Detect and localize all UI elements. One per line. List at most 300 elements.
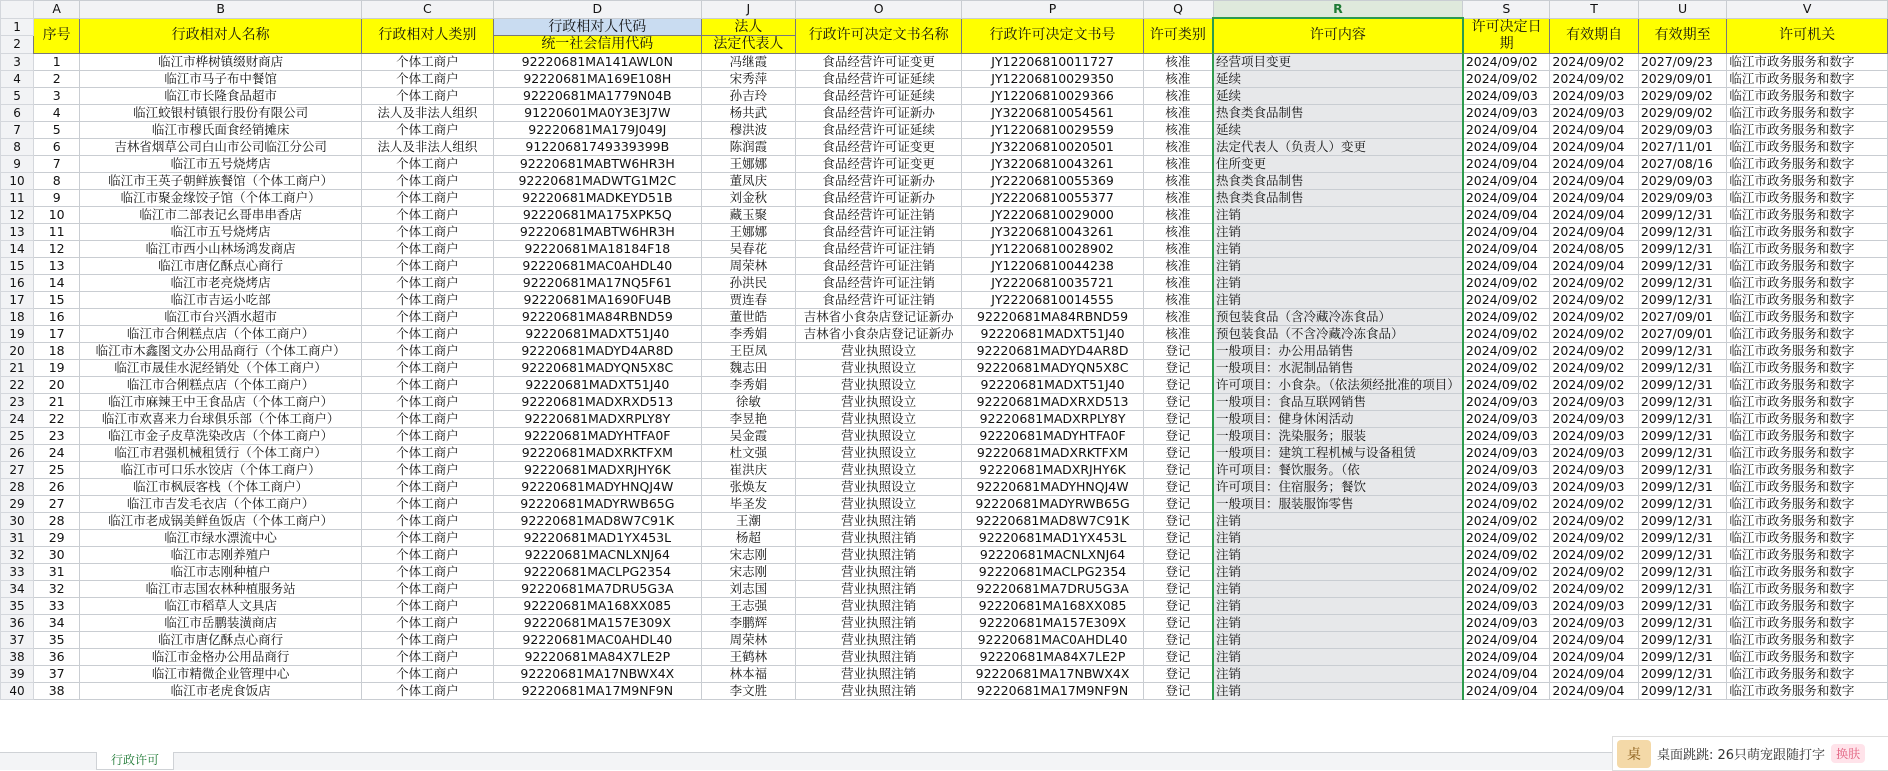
code-cell[interactable]: 92220681MABTW6HR3H — [493, 223, 701, 240]
doc-name-cell[interactable]: 食品经营许可证延续 — [795, 121, 961, 138]
authority-cell[interactable]: 临江市政务服务和数字 — [1727, 427, 1888, 444]
valid-from-cell[interactable]: 2024/09/03 — [1550, 614, 1638, 631]
doc-no-cell[interactable]: 92220681MADXT51J40 — [962, 325, 1143, 342]
name-cell[interactable]: 临江市聚金缘饺子馆（个体工商户） — [80, 189, 362, 206]
code-cell[interactable]: 92220681MADYHNQJ4W — [493, 478, 701, 495]
valid-from-cell[interactable]: 2024/09/03 — [1550, 87, 1638, 104]
seq-cell[interactable]: 28 — [34, 512, 80, 529]
valid-from-cell[interactable]: 2024/09/04 — [1550, 155, 1638, 172]
code-cell[interactable]: 92220681MA169E108H — [493, 70, 701, 87]
content-cell[interactable]: 注销 — [1213, 563, 1463, 580]
code-cell[interactable]: 92220681MA157E309X — [493, 614, 701, 631]
valid-to-cell[interactable]: 2029/09/03 — [1638, 172, 1726, 189]
legal-cell[interactable]: 李秀娟 — [701, 325, 795, 342]
column-header-o[interactable]: O — [795, 1, 961, 19]
row-number[interactable]: 18 — [1, 308, 34, 325]
doc-name-cell[interactable]: 营业执照注销 — [795, 648, 961, 665]
row-number[interactable]: 1 — [1, 18, 34, 36]
category-cell[interactable]: 个体工商户 — [362, 546, 494, 563]
legal-cell[interactable]: 李鹏辉 — [701, 614, 795, 631]
decision-date-cell[interactable]: 2024/09/03 — [1463, 478, 1550, 495]
valid-from-cell[interactable]: 2024/09/04 — [1550, 631, 1638, 648]
legal-cell[interactable]: 毕圣发 — [701, 495, 795, 512]
code-cell[interactable]: 92220681MAD8W7C91K — [493, 512, 701, 529]
name-cell[interactable]: 临江市吉运小吃部 — [80, 291, 362, 308]
seq-cell[interactable]: 36 — [34, 648, 80, 665]
doc-name-cell[interactable]: 营业执照注销 — [795, 580, 961, 597]
decision-date-cell[interactable]: 2024/09/03 — [1463, 104, 1550, 121]
doc-name-cell[interactable]: 食品经营许可证新办 — [795, 172, 961, 189]
row-number[interactable]: 27 — [1, 461, 34, 478]
content-cell[interactable]: 注销 — [1213, 665, 1463, 682]
code-cell[interactable]: 92220681MADYRWB65G — [493, 495, 701, 512]
permit-type-cell[interactable]: 核准 — [1143, 223, 1213, 240]
skin-button[interactable]: 换肤 — [1831, 744, 1865, 763]
authority-cell[interactable]: 临江市政务服务和数字 — [1727, 325, 1888, 342]
category-cell[interactable]: 个体工商户 — [362, 512, 494, 529]
code-cell[interactable]: 92220681MADXRPLY8Y — [493, 410, 701, 427]
name-cell[interactable]: 临江市台兴酒水超市 — [80, 308, 362, 325]
legal-cell[interactable]: 宋志刚 — [701, 546, 795, 563]
valid-from-cell[interactable]: 2024/09/03 — [1550, 427, 1638, 444]
name-cell[interactable]: 临江市枫辰客栈（个体工商户） — [80, 478, 362, 495]
code-cell[interactable]: 92220681MA18184F18 — [493, 240, 701, 257]
doc-name-cell[interactable]: 营业执照设立 — [795, 478, 961, 495]
doc-no-cell[interactable]: JY22206810055377 — [962, 189, 1143, 206]
decision-date-cell[interactable]: 2024/09/02 — [1463, 376, 1550, 393]
seq-cell[interactable]: 19 — [34, 359, 80, 376]
doc-no-cell[interactable]: 92220681MA168XX085 — [962, 597, 1143, 614]
valid-from-cell[interactable]: 2024/09/02 — [1550, 563, 1638, 580]
valid-to-cell[interactable]: 2099/12/31 — [1638, 546, 1726, 563]
code-cell[interactable]: 92220681MADYHTFA0F — [493, 427, 701, 444]
valid-from-cell[interactable]: 2024/09/02 — [1550, 70, 1638, 87]
seq-cell[interactable]: 24 — [34, 444, 80, 461]
row-number[interactable]: 34 — [1, 580, 34, 597]
column-header-d[interactable]: D — [493, 1, 701, 19]
category-cell[interactable]: 个体工商户 — [362, 597, 494, 614]
seq-cell[interactable]: 4 — [34, 104, 80, 121]
code-cell[interactable]: 92220681MADYD4AR8D — [493, 342, 701, 359]
decision-date-cell[interactable]: 2024/09/02 — [1463, 70, 1550, 87]
doc-name-cell[interactable]: 食品经营许可证注销 — [795, 223, 961, 240]
content-cell[interactable]: 一般项目：洗染服务；服装 — [1213, 427, 1463, 444]
legal-cell[interactable]: 贾连春 — [701, 291, 795, 308]
content-cell[interactable]: 许可项目：小食杂。（依法须经批准的项目） — [1213, 376, 1463, 393]
legal-cell[interactable]: 董凤庆 — [701, 172, 795, 189]
valid-from-cell[interactable]: 2024/09/03 — [1550, 393, 1638, 410]
decision-date-cell[interactable]: 2024/09/02 — [1463, 546, 1550, 563]
row-number[interactable]: 32 — [1, 546, 34, 563]
decision-date-cell[interactable]: 2024/09/04 — [1463, 240, 1550, 257]
column-header-r[interactable]: R — [1213, 1, 1463, 19]
row-number[interactable]: 23 — [1, 393, 34, 410]
header-doc-no[interactable]: 行政许可决定文书号 — [962, 18, 1143, 53]
valid-from-cell[interactable]: 2024/09/04 — [1550, 189, 1638, 206]
name-cell[interactable]: 临江市欢喜来力台球俱乐部（个体工商户） — [80, 410, 362, 427]
category-cell[interactable]: 个体工商户 — [362, 206, 494, 223]
authority-cell[interactable]: 临江市政务服务和数字 — [1727, 274, 1888, 291]
seq-cell[interactable]: 9 — [34, 189, 80, 206]
row-number[interactable]: 3 — [1, 53, 34, 70]
decision-date-cell[interactable]: 2024/09/02 — [1463, 563, 1550, 580]
doc-name-cell[interactable]: 食品经营许可证注销 — [795, 206, 961, 223]
category-cell[interactable]: 个体工商户 — [362, 444, 494, 461]
valid-from-cell[interactable]: 2024/09/03 — [1550, 597, 1638, 614]
code-cell[interactable]: 92220681MAC0AHDL40 — [493, 257, 701, 274]
code-cell[interactable]: 92220681MA141AWL0N — [493, 53, 701, 70]
valid-to-cell[interactable]: 2099/12/31 — [1638, 580, 1726, 597]
valid-from-cell[interactable]: 2024/09/02 — [1550, 325, 1638, 342]
valid-to-cell[interactable]: 2099/12/31 — [1638, 478, 1726, 495]
name-cell[interactable]: 临江市金子皮草洗染改店（个体工商户） — [80, 427, 362, 444]
authority-cell[interactable]: 临江市政务服务和数字 — [1727, 104, 1888, 121]
permit-type-cell[interactable]: 核准 — [1143, 70, 1213, 87]
valid-from-cell[interactable]: 2024/09/03 — [1550, 444, 1638, 461]
row-number[interactable]: 22 — [1, 376, 34, 393]
valid-to-cell[interactable]: 2099/12/31 — [1638, 665, 1726, 682]
doc-name-cell[interactable]: 食品经营许可证延续 — [795, 87, 961, 104]
authority-cell[interactable]: 临江市政务服务和数字 — [1727, 580, 1888, 597]
seq-cell[interactable]: 18 — [34, 342, 80, 359]
seq-cell[interactable]: 34 — [34, 614, 80, 631]
legal-cell[interactable]: 徐敏 — [701, 393, 795, 410]
legal-cell[interactable]: 藏玉聚 — [701, 206, 795, 223]
permit-type-cell[interactable]: 核准 — [1143, 87, 1213, 104]
authority-cell[interactable]: 临江市政务服务和数字 — [1727, 665, 1888, 682]
header-content[interactable]: 许可内容 — [1213, 18, 1463, 53]
authority-cell[interactable]: 临江市政务服务和数字 — [1727, 529, 1888, 546]
content-cell[interactable]: 注销 — [1213, 206, 1463, 223]
code-cell[interactable]: 92220681MAD1YX453L — [493, 529, 701, 546]
category-cell[interactable]: 个体工商户 — [362, 87, 494, 104]
content-cell[interactable]: 预包装食品（含冷藏冷冻食品） — [1213, 308, 1463, 325]
decision-date-cell[interactable]: 2024/09/04 — [1463, 631, 1550, 648]
permit-type-cell[interactable]: 核准 — [1143, 308, 1213, 325]
code-cell[interactable]: 92220681MADXRXD513 — [493, 393, 701, 410]
row-number[interactable]: 9 — [1, 155, 34, 172]
category-cell[interactable]: 个体工商户 — [362, 359, 494, 376]
content-cell[interactable]: 注销 — [1213, 512, 1463, 529]
legal-cell[interactable]: 吴金霞 — [701, 427, 795, 444]
seq-cell[interactable]: 37 — [34, 665, 80, 682]
doc-name-cell[interactable]: 营业执照注销 — [795, 682, 961, 699]
decision-date-cell[interactable]: 2024/09/04 — [1463, 172, 1550, 189]
valid-to-cell[interactable]: 2099/12/31 — [1638, 529, 1726, 546]
permit-type-cell[interactable]: 核准 — [1143, 257, 1213, 274]
doc-name-cell[interactable]: 食品经营许可证延续 — [795, 70, 961, 87]
doc-no-cell[interactable]: 92220681MADYRWB65G — [962, 495, 1143, 512]
content-cell[interactable]: 注销 — [1213, 240, 1463, 257]
name-cell[interactable]: 临江市吉发毛衣店（个体工商户） — [80, 495, 362, 512]
decision-date-cell[interactable]: 2024/09/04 — [1463, 155, 1550, 172]
valid-from-cell[interactable]: 2024/09/04 — [1550, 138, 1638, 155]
permit-type-cell[interactable]: 登记 — [1143, 597, 1213, 614]
category-cell[interactable]: 个体工商户 — [362, 614, 494, 631]
legal-cell[interactable]: 孙吉玲 — [701, 87, 795, 104]
code-cell[interactable]: 92220681MABTW6HR3H — [493, 155, 701, 172]
valid-from-cell[interactable]: 2024/09/02 — [1550, 342, 1638, 359]
column-header-j[interactable]: J — [701, 1, 795, 19]
valid-from-cell[interactable]: 2024/09/02 — [1550, 580, 1638, 597]
doc-no-cell[interactable]: JY12206810011727 — [962, 53, 1143, 70]
category-cell[interactable]: 个体工商户 — [362, 53, 494, 70]
name-cell[interactable]: 临江市马子布中餐馆 — [80, 70, 362, 87]
decision-date-cell[interactable]: 2024/09/04 — [1463, 682, 1550, 699]
doc-name-cell[interactable]: 食品经营许可证变更 — [795, 138, 961, 155]
doc-name-cell[interactable]: 食品经营许可证变更 — [795, 53, 961, 70]
authority-cell[interactable]: 临江市政务服务和数字 — [1727, 512, 1888, 529]
row-number[interactable]: 4 — [1, 70, 34, 87]
doc-name-cell[interactable]: 营业执照设立 — [795, 393, 961, 410]
name-cell[interactable]: 临江市君强机械租赁行（个体工商户） — [80, 444, 362, 461]
valid-from-cell[interactable]: 2024/09/04 — [1550, 257, 1638, 274]
category-cell[interactable]: 个体工商户 — [362, 70, 494, 87]
doc-no-cell[interactable]: 92220681MA7DRU5G3A — [962, 580, 1143, 597]
header-name[interactable]: 行政相对人名称 — [80, 18, 362, 53]
row-number[interactable]: 25 — [1, 427, 34, 444]
permit-type-cell[interactable]: 登记 — [1143, 410, 1213, 427]
content-cell[interactable]: 一般项目：服装服饰零售 — [1213, 495, 1463, 512]
decision-date-cell[interactable]: 2024/09/02 — [1463, 512, 1550, 529]
row-number[interactable]: 30 — [1, 512, 34, 529]
permit-type-cell[interactable]: 核准 — [1143, 172, 1213, 189]
doc-no-cell[interactable]: JY32206810020501 — [962, 138, 1143, 155]
category-cell[interactable]: 个体工商户 — [362, 376, 494, 393]
valid-from-cell[interactable]: 2024/09/04 — [1550, 121, 1638, 138]
doc-no-cell[interactable]: 92220681MA157E309X — [962, 614, 1143, 631]
authority-cell[interactable]: 临江市政务服务和数字 — [1727, 359, 1888, 376]
category-cell[interactable]: 法人及非法人组织 — [362, 138, 494, 155]
row-number[interactable]: 33 — [1, 563, 34, 580]
content-cell[interactable]: 一般项目：建筑工程机械与设备租赁 — [1213, 444, 1463, 461]
valid-to-cell[interactable]: 2027/09/01 — [1638, 308, 1726, 325]
row-number[interactable]: 5 — [1, 87, 34, 104]
row-number[interactable]: 17 — [1, 291, 34, 308]
name-cell[interactable]: 临江市志刚种植户 — [80, 563, 362, 580]
authority-cell[interactable]: 临江市政务服务和数字 — [1727, 223, 1888, 240]
category-cell[interactable]: 个体工商户 — [362, 580, 494, 597]
column-header-s[interactable]: S — [1463, 1, 1550, 19]
content-cell[interactable]: 预包装食品（不含冷藏冷冻食品） — [1213, 325, 1463, 342]
content-cell[interactable]: 延续 — [1213, 70, 1463, 87]
authority-cell[interactable]: 临江市政务服务和数字 — [1727, 597, 1888, 614]
content-cell[interactable]: 经营项目变更 — [1213, 53, 1463, 70]
doc-no-cell[interactable]: JY12206810028902 — [962, 240, 1143, 257]
code-cell[interactable]: 92220681MA84RBND59 — [493, 308, 701, 325]
row-number[interactable]: 13 — [1, 223, 34, 240]
doc-name-cell[interactable]: 营业执照注销 — [795, 529, 961, 546]
category-cell[interactable]: 个体工商户 — [362, 495, 494, 512]
code-cell[interactable]: 92220681MA17M9NF9N — [493, 682, 701, 699]
content-cell[interactable]: 注销 — [1213, 223, 1463, 240]
valid-from-cell[interactable]: 2024/09/03 — [1550, 461, 1638, 478]
authority-cell[interactable]: 临江市政务服务和数字 — [1727, 478, 1888, 495]
row-number[interactable]: 24 — [1, 410, 34, 427]
doc-name-cell[interactable]: 营业执照设立 — [795, 410, 961, 427]
content-cell[interactable]: 注销 — [1213, 546, 1463, 563]
doc-no-cell[interactable]: 92220681MADYD4AR8D — [962, 342, 1143, 359]
legal-cell[interactable]: 宋秀萍 — [701, 70, 795, 87]
valid-from-cell[interactable]: 2024/09/02 — [1550, 359, 1638, 376]
code-cell[interactable]: 92220681MA84X7LE2P — [493, 648, 701, 665]
authority-cell[interactable]: 临江市政务服务和数字 — [1727, 53, 1888, 70]
decision-date-cell[interactable]: 2024/09/02 — [1463, 495, 1550, 512]
seq-cell[interactable]: 32 — [34, 580, 80, 597]
seq-cell[interactable]: 3 — [34, 87, 80, 104]
valid-from-cell[interactable]: 2024/08/05 — [1550, 240, 1638, 257]
code-cell[interactable]: 92220681MA168XX085 — [493, 597, 701, 614]
permit-type-cell[interactable]: 核准 — [1143, 189, 1213, 206]
seq-cell[interactable]: 22 — [34, 410, 80, 427]
doc-name-cell[interactable]: 营业执照注销 — [795, 597, 961, 614]
seq-cell[interactable]: 27 — [34, 495, 80, 512]
legal-cell[interactable]: 陈润霞 — [701, 138, 795, 155]
column-header-v[interactable]: V — [1727, 1, 1888, 19]
legal-cell[interactable]: 穆洪波 — [701, 121, 795, 138]
name-cell[interactable]: 临江市长隆食品超市 — [80, 87, 362, 104]
valid-to-cell[interactable]: 2099/12/31 — [1638, 444, 1726, 461]
permit-type-cell[interactable]: 核准 — [1143, 274, 1213, 291]
code-cell[interactable]: 92220681MADWTG1M2C — [493, 172, 701, 189]
row-number[interactable]: 39 — [1, 665, 34, 682]
category-cell[interactable]: 个体工商户 — [362, 393, 494, 410]
authority-cell[interactable]: 临江市政务服务和数字 — [1727, 546, 1888, 563]
category-cell[interactable]: 个体工商户 — [362, 563, 494, 580]
valid-from-cell[interactable]: 2024/09/04 — [1550, 682, 1638, 699]
decision-date-cell[interactable]: 2024/09/04 — [1463, 257, 1550, 274]
name-cell[interactable]: 临江市老虎食饭店 — [80, 682, 362, 699]
permit-type-cell[interactable]: 登记 — [1143, 512, 1213, 529]
column-header-u[interactable]: U — [1638, 1, 1726, 19]
seq-cell[interactable]: 29 — [34, 529, 80, 546]
code-cell[interactable]: 92220681MA1690FU4B — [493, 291, 701, 308]
doc-name-cell[interactable]: 营业执照设立 — [795, 444, 961, 461]
header-decision-date[interactable]: 许可决定日期 — [1463, 18, 1550, 53]
valid-from-cell[interactable]: 2024/09/03 — [1550, 410, 1638, 427]
doc-no-cell[interactable]: JY12206810044238 — [962, 257, 1143, 274]
legal-cell[interactable]: 张焕友 — [701, 478, 795, 495]
code-cell[interactable]: 92220681MADKEYD51B — [493, 189, 701, 206]
doc-no-cell[interactable]: 92220681MA17NBWX4X — [962, 665, 1143, 682]
code-cell[interactable]: 92220681MA179J049J — [493, 121, 701, 138]
doc-name-cell[interactable]: 营业执照注销 — [795, 512, 961, 529]
authority-cell[interactable]: 临江市政务服务和数字 — [1727, 257, 1888, 274]
authority-cell[interactable]: 临江市政务服务和数字 — [1727, 342, 1888, 359]
name-cell[interactable]: 临江蛟银村镇银行股份有限公司 — [80, 104, 362, 121]
code-cell[interactable]: 92220681MADXT51J40 — [493, 376, 701, 393]
name-cell[interactable]: 临江市二部表记幺哥串串香店 — [80, 206, 362, 223]
doc-no-cell[interactable]: 92220681MADYHNQJ4W — [962, 478, 1143, 495]
category-cell[interactable]: 个体工商户 — [362, 240, 494, 257]
permit-type-cell[interactable]: 核准 — [1143, 104, 1213, 121]
permit-type-cell[interactable]: 登记 — [1143, 461, 1213, 478]
seq-cell[interactable]: 21 — [34, 393, 80, 410]
content-cell[interactable]: 住所变更 — [1213, 155, 1463, 172]
name-cell[interactable]: 临江市王英子朝鲜族餐馆（个体工商户） — [80, 172, 362, 189]
legal-cell[interactable]: 林本福 — [701, 665, 795, 682]
doc-name-cell[interactable]: 营业执照设立 — [795, 461, 961, 478]
header-permit-type[interactable]: 许可类别 — [1143, 18, 1213, 53]
content-cell[interactable]: 注销 — [1213, 274, 1463, 291]
category-cell[interactable]: 个体工商户 — [362, 665, 494, 682]
legal-cell[interactable]: 董世皓 — [701, 308, 795, 325]
code-cell[interactable]: 92220681MADYQN5X8C — [493, 359, 701, 376]
permit-type-cell[interactable]: 登记 — [1143, 359, 1213, 376]
name-cell[interactable]: 临江市志国农林种植服务站 — [80, 580, 362, 597]
valid-to-cell[interactable]: 2029/09/03 — [1638, 189, 1726, 206]
content-cell[interactable]: 注销 — [1213, 257, 1463, 274]
code-cell[interactable]: 92220681MADXRJHY6K — [493, 461, 701, 478]
category-cell[interactable]: 个体工商户 — [362, 291, 494, 308]
authority-cell[interactable]: 临江市政务服务和数字 — [1727, 87, 1888, 104]
valid-to-cell[interactable]: 2029/09/02 — [1638, 87, 1726, 104]
authority-cell[interactable]: 临江市政务服务和数字 — [1727, 308, 1888, 325]
row-number[interactable]: 10 — [1, 172, 34, 189]
authority-cell[interactable]: 临江市政务服务和数字 — [1727, 189, 1888, 206]
legal-cell[interactable]: 孙洪民 — [701, 274, 795, 291]
authority-cell[interactable]: 临江市政务服务和数字 — [1727, 138, 1888, 155]
row-number[interactable]: 19 — [1, 325, 34, 342]
doc-name-cell[interactable]: 吉林省小食杂店登记证新办 — [795, 308, 961, 325]
content-cell[interactable]: 注销 — [1213, 529, 1463, 546]
row-number[interactable]: 8 — [1, 138, 34, 155]
decision-date-cell[interactable]: 2024/09/02 — [1463, 325, 1550, 342]
valid-from-cell[interactable]: 2024/09/02 — [1550, 512, 1638, 529]
legal-cell[interactable]: 李昱艳 — [701, 410, 795, 427]
doc-no-cell[interactable]: 92220681MADXRKTFXM — [962, 444, 1143, 461]
permit-type-cell[interactable]: 核准 — [1143, 291, 1213, 308]
header-code[interactable]: 行政相对人代码 — [493, 18, 701, 36]
row-number[interactable]: 16 — [1, 274, 34, 291]
header-code-sub[interactable]: 统一社会信用代码 — [493, 36, 701, 54]
valid-to-cell[interactable]: 2099/12/31 — [1638, 410, 1726, 427]
doc-name-cell[interactable]: 营业执照注销 — [795, 563, 961, 580]
category-cell[interactable]: 个体工商户 — [362, 121, 494, 138]
header-doc-name[interactable]: 行政许可决定文书名称 — [795, 18, 961, 53]
sheet-tab[interactable]: 行政许可 — [96, 752, 174, 770]
name-cell[interactable]: 临江市绿水漂流中心 — [80, 529, 362, 546]
legal-cell[interactable]: 吴春花 — [701, 240, 795, 257]
category-cell[interactable]: 个体工商户 — [362, 410, 494, 427]
doc-no-cell[interactable]: JY12206810029350 — [962, 70, 1143, 87]
valid-to-cell[interactable]: 2099/12/31 — [1638, 342, 1726, 359]
category-cell[interactable]: 个体工商户 — [362, 342, 494, 359]
doc-no-cell[interactable]: JY32206810043261 — [962, 155, 1143, 172]
code-cell[interactable]: 92220681MA7DRU5G3A — [493, 580, 701, 597]
permit-type-cell[interactable]: 核准 — [1143, 240, 1213, 257]
valid-to-cell[interactable]: 2099/12/31 — [1638, 512, 1726, 529]
valid-to-cell[interactable]: 2099/12/31 — [1638, 631, 1726, 648]
doc-no-cell[interactable]: 92220681MADXRPLY8Y — [962, 410, 1143, 427]
code-cell[interactable]: 92220681MA17NQ5F61 — [493, 274, 701, 291]
legal-cell[interactable]: 刘金秋 — [701, 189, 795, 206]
valid-from-cell[interactable]: 2024/09/02 — [1550, 53, 1638, 70]
code-cell[interactable]: 92220681MAC0AHDL40 — [493, 631, 701, 648]
valid-from-cell[interactable]: 2024/09/04 — [1550, 648, 1638, 665]
valid-to-cell[interactable]: 2027/09/23 — [1638, 53, 1726, 70]
valid-to-cell[interactable]: 2099/12/31 — [1638, 563, 1726, 580]
content-cell[interactable]: 一般项目：办公用品销售 — [1213, 342, 1463, 359]
decision-date-cell[interactable]: 2024/09/04 — [1463, 665, 1550, 682]
content-cell[interactable]: 注销 — [1213, 631, 1463, 648]
category-cell[interactable]: 个体工商户 — [362, 223, 494, 240]
doc-no-cell[interactable]: 92220681MAD8W7C91K — [962, 512, 1143, 529]
valid-to-cell[interactable]: 2029/09/02 — [1638, 104, 1726, 121]
permit-type-cell[interactable]: 登记 — [1143, 427, 1213, 444]
content-cell[interactable]: 延续 — [1213, 87, 1463, 104]
seq-cell[interactable]: 2 — [34, 70, 80, 87]
